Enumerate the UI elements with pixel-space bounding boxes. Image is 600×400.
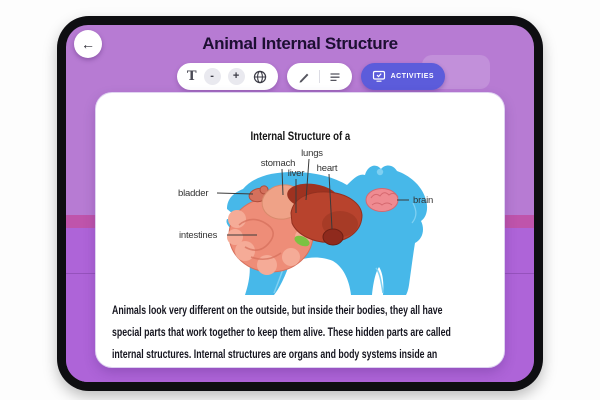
content-card	[96, 93, 504, 367]
brain-organ	[366, 189, 398, 212]
activities-button[interactable]	[361, 63, 446, 90]
ear-inner	[377, 169, 383, 175]
tablet-frame	[57, 16, 543, 391]
paragraph-line: internal structures. Internal structures are organs and body systems inside an	[112, 347, 438, 361]
label-lungs: lungs	[301, 148, 323, 159]
app-screen	[66, 25, 534, 382]
activities-label: ACTIVITIES	[390, 73, 435, 80]
diagram-title: Internal Structure of a	[250, 129, 350, 143]
list-icon[interactable]	[328, 70, 342, 84]
decrease-font-button[interactable]: -	[204, 68, 221, 85]
body-paragraph	[112, 299, 534, 365]
page-title: Animal Internal Structure	[202, 34, 398, 53]
back-arrow-icon: ←	[81, 36, 95, 52]
globe-icon[interactable]	[252, 69, 268, 85]
label-stomach: stomach	[260, 158, 296, 169]
label-intestines: intestines	[179, 230, 218, 241]
annotation-tools-group	[287, 63, 352, 90]
pen-icon[interactable]	[297, 70, 311, 84]
label-heart: heart	[316, 163, 338, 174]
label-bladder: bladder	[178, 188, 209, 199]
text-tools-group	[177, 63, 278, 90]
font-size-icon[interactable]: T	[186, 69, 197, 84]
animal-diagram	[175, 145, 465, 305]
toolbar	[66, 63, 534, 90]
label-brain: brain	[413, 195, 434, 206]
paragraph-line: Animals look very different on the outside, but inside their bodies, they all have	[112, 303, 443, 317]
heart-organ	[323, 229, 343, 245]
label-liver: liver	[287, 168, 305, 179]
paragraph-line: special parts that work together to keep them alive. These hidden parts are called	[112, 325, 451, 339]
monitor-check-icon	[372, 70, 386, 83]
toolbar-divider	[319, 70, 320, 83]
increase-font-button[interactable]: +	[228, 68, 245, 85]
